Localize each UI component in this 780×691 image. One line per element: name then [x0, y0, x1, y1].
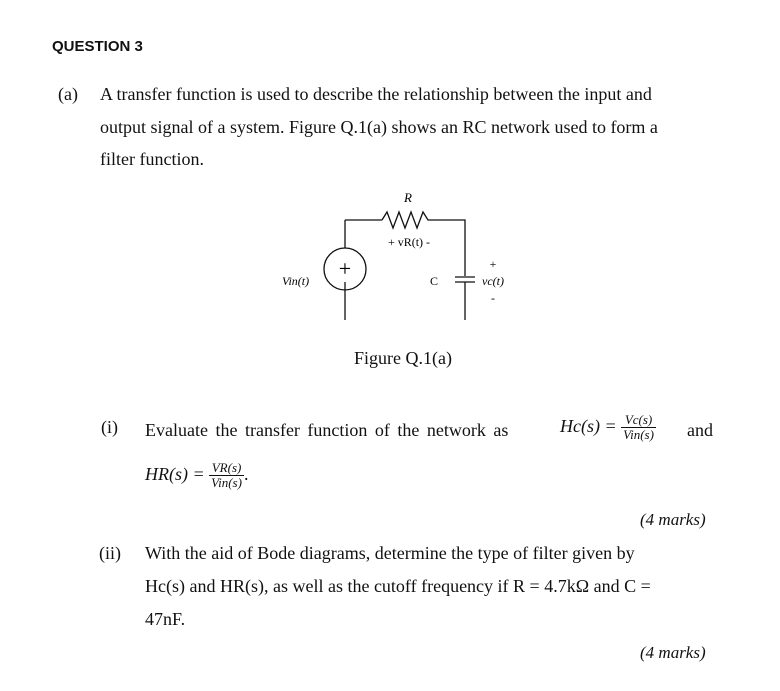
part-a-line-2: output signal of a system. Figure Q.1(a) shows an RC network used to form a: [100, 117, 658, 137]
sub-i-label: (i): [101, 417, 118, 437]
resistor-label: R: [404, 190, 412, 205]
sub-ii-line-1: With the aid of Bode diagrams, determine the type of filter given by: [145, 543, 635, 563]
part-a-label: (a): [58, 84, 78, 104]
vin-label: Vin(t): [282, 274, 310, 288]
sub-i-text: Evaluate the transfer function of the network as: [145, 420, 509, 440]
hr-period: .: [243, 463, 249, 484]
sub-ii-marks: (4 marks): [640, 643, 706, 662]
bottom-wire: [345, 290, 465, 320]
hr-lhs: HR(s) =: [145, 463, 205, 484]
hr-equation: [145, 461, 248, 491]
hc-fraction: $\frac{Vc(s)}{\text{Vin(s)}}$: [623, 412, 654, 443]
part-a-line-1: A transfer function is used to describe the relationship between the input and: [100, 84, 652, 104]
part-a-line-3: filter function.: [100, 149, 204, 169]
vc-plus: +: [489, 257, 497, 271]
rc-circuit-diagram: [270, 190, 530, 320]
and-word: and: [687, 420, 713, 440]
resistor-symbol: [382, 212, 432, 228]
hc-lhs: Hc(s) =: [560, 415, 617, 436]
hc-equation: [560, 413, 656, 443]
capacitor-label: C: [430, 274, 439, 288]
sub-ii-line-2: Hc(s) and HR(s), as well as the cutoff frequency if R = 4.7kΩ and C =: [145, 576, 651, 596]
question-title: QUESTION 3: [52, 38, 143, 55]
figure-caption: Figure Q.1(a): [354, 348, 452, 368]
sub-ii-label: (ii): [99, 543, 121, 563]
sub-i-marks: (4 marks): [640, 510, 706, 529]
vc-label: vc(t): [482, 274, 504, 288]
hr-fraction: $\frac{VR(s)}{\text{Vin(s)}}$: [211, 460, 242, 491]
sub-ii-line-3: 47nF.: [145, 609, 186, 629]
top-right-wire: [432, 220, 465, 276]
vr-label: + vR(t) -: [387, 235, 431, 249]
source-plus-sign: +: [338, 256, 352, 281]
vc-minus: -: [491, 291, 495, 305]
